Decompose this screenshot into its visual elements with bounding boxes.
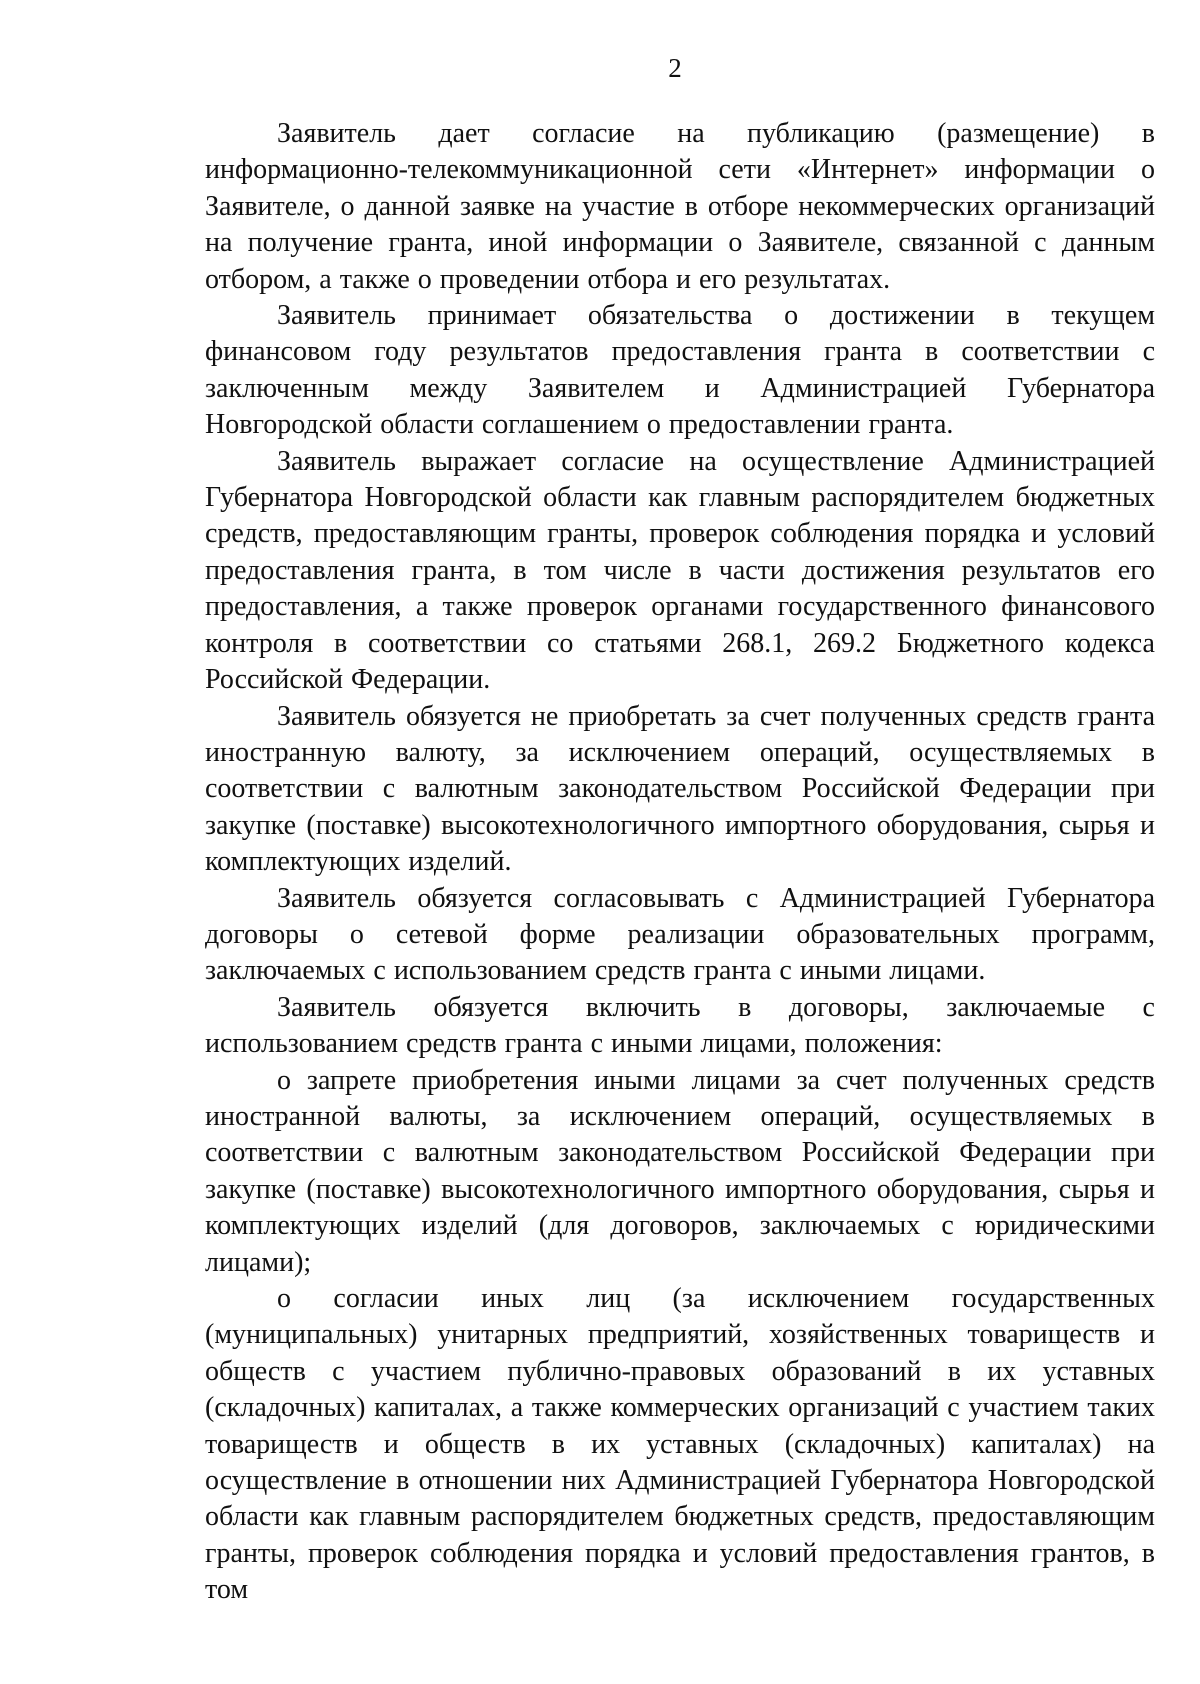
paragraph-contract-provisions-intro: Заявитель обязуется включить в договоры, заключаемые с использованием средств гранта с иными лицами, положения: (205, 991, 1155, 1060)
paragraph-third-party-consent-provision: о согласии иных лиц (за исключением государственных (муниципальных) унитарных предприятий, хозяйственных товариществ и обществ с участием публично-правовых образований в их уставных (складочных) капиталах, а также коммерческих организаций с участием таких товариществ и обществ в их уставных (складочных) капиталах) на осуществление в отношении них Администрацией Губернатора Новгородской области как главным распорядителем бюджетных средств, предоставляющим гранты, проверок соблюдения порядка и условий предоставления грантов, в том (205, 1283, 1155, 1606)
paragraph-network-contracts: Заявитель обязуется согласовывать с Администрацией Губернатора договоры о сетевой форме реализации образовательных программ, заключаемых с использованием средств гранта с иными лицами. (205, 882, 1155, 987)
page-number: 2 (668, 53, 682, 83)
paragraph-results-obligation: Заявитель принимает обязательства о достижении в текущем финансовом году результатов предоставления гранта в соответствии с заключенным между Заявителем и Администрацией Губернатора Новгородской области соглашением о предоставлении гранта. (205, 300, 1155, 441)
paragraph-currency-restriction: Заявитель обязуется не приобретать за счет полученных средств гранта иностранную валюту, за исключением операций, осуществляемых в соответствии с валютным законодательством Российской Федерации при закупке (поставке) высокотехнологичного импортного оборудования, сырья и комплектующих изделий. (205, 700, 1155, 878)
paragraph-publication-consent: Заявитель дает согласие на публикацию (размещение) в информационно-телекоммуникационной сети «Интернет» информации о Заявителе, о данной заявке на участие в отборе некоммерческих организаций на получение гранта, иной информации о Заявителе, связанной с данным отбором, а также о проведении отбора и его результатах. (205, 118, 1155, 295)
paragraph-audit-consent: Заявитель выражает согласие на осуществление Администрацией Губернатора Новгородской области как главным распорядителем бюджетных средств, предоставляющим гранты, проверок соблюдения порядка и условий предоставления гранта, в том числе в части достижения результатов его предоставления, а также проверок органами государственного финансового контроля в соответствии со статьями 268.1, 269.2 Бюджетного кодекса Российской Федерации. (205, 445, 1155, 696)
paragraph-currency-ban-provision: о запрете приобретения иными лицами за счет полученных средств иностранной валюты, за исключением операций, осуществляемых в соответствии с валютным законодательством Российской Федерации при закупке (поставке) высокотехнологичного импортного оборудования, сырья и комплектующих изделий (для договоров, заключаемых с юридическими лицами); (205, 1064, 1155, 1278)
document-body (205, 116, 1155, 1609)
